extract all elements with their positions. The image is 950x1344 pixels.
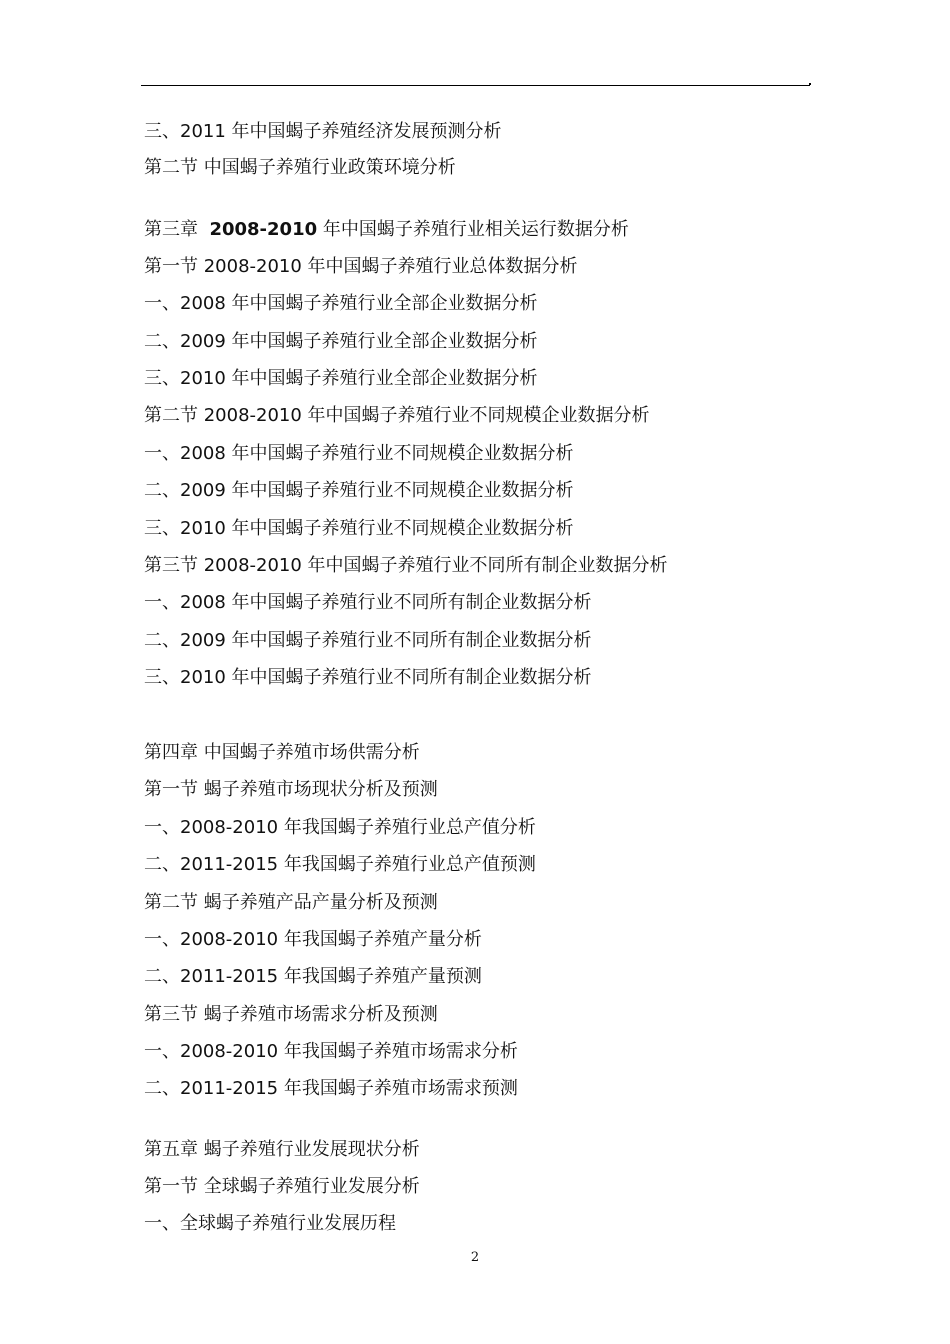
toc-section: 第一节 2008-2010 年中国蝎子养殖行业总体数据分析 (144, 256, 578, 277)
toc-item: 一、2008-2010 年我国蝎子养殖市场需求分析 (144, 1041, 518, 1062)
toc-item: 一、全球蝎子养殖行业发展历程 (144, 1213, 396, 1234)
toc-item: 三、2010 年中国蝎子养殖行业不同所有制企业数据分析 (144, 667, 592, 688)
toc-item: 三、2011 年中国蝎子养殖经济发展预测分析 (144, 121, 502, 142)
page-number: 2 (470, 1250, 480, 1265)
toc-item: 二、2009 年中国蝎子养殖行业全部企业数据分析 (144, 331, 538, 352)
toc-chapter: 第四章 中国蝎子养殖市场供需分析 (144, 742, 420, 763)
toc-section: 第一节 全球蝎子养殖行业发展分析 (144, 1176, 420, 1197)
toc-chapter (144, 218, 629, 242)
toc-section: 第二节 中国蝎子养殖行业政策环境分析 (144, 157, 456, 178)
toc-section: 第二节 2008-2010 年中国蝎子养殖行业不同规模企业数据分析 (144, 405, 650, 426)
header-mark (809, 83, 811, 85)
toc-item: 一、2008-2010 年我国蝎子养殖产量分析 (144, 929, 482, 950)
toc-item: 二、2011-2015 年我国蝎子养殖产量预测 (144, 966, 482, 987)
toc-item: 三、2010 年中国蝎子养殖行业全部企业数据分析 (144, 368, 538, 389)
chapter-year-range: 2008-2010 (209, 219, 318, 240)
toc-item: 二、2009 年中国蝎子养殖行业不同所有制企业数据分析 (144, 630, 592, 651)
chapter-title: 年中国蝎子养殖行业相关运行数据分析 (322, 219, 629, 240)
toc-item: 一、2008-2010 年我国蝎子养殖行业总产值分析 (144, 817, 536, 838)
toc-section: 第三节 蝎子养殖市场需求分析及预测 (144, 1004, 438, 1025)
toc-section: 第三节 2008-2010 年中国蝎子养殖行业不同所有制企业数据分析 (144, 555, 668, 576)
toc-item: 二、2011-2015 年我国蝎子养殖行业总产值预测 (144, 854, 536, 875)
chapter-label: 第三章 (144, 219, 198, 240)
toc-item: 三、2010 年中国蝎子养殖行业不同规模企业数据分析 (144, 518, 574, 539)
toc-item: 一、2008 年中国蝎子养殖行业不同所有制企业数据分析 (144, 592, 592, 613)
toc-chapter: 第五章 蝎子养殖行业发展现状分析 (144, 1139, 420, 1160)
header-rule (141, 85, 810, 86)
toc-item: 二、2009 年中国蝎子养殖行业不同规模企业数据分析 (144, 480, 574, 501)
toc-item: 一、2008 年中国蝎子养殖行业全部企业数据分析 (144, 293, 538, 314)
toc-item: 一、2008 年中国蝎子养殖行业不同规模企业数据分析 (144, 443, 574, 464)
toc-section: 第二节 蝎子养殖产品产量分析及预测 (144, 892, 438, 913)
toc-item: 二、2011-2015 年我国蝎子养殖市场需求预测 (144, 1078, 518, 1099)
toc-section: 第一节 蝎子养殖市场现状分析及预测 (144, 779, 438, 800)
